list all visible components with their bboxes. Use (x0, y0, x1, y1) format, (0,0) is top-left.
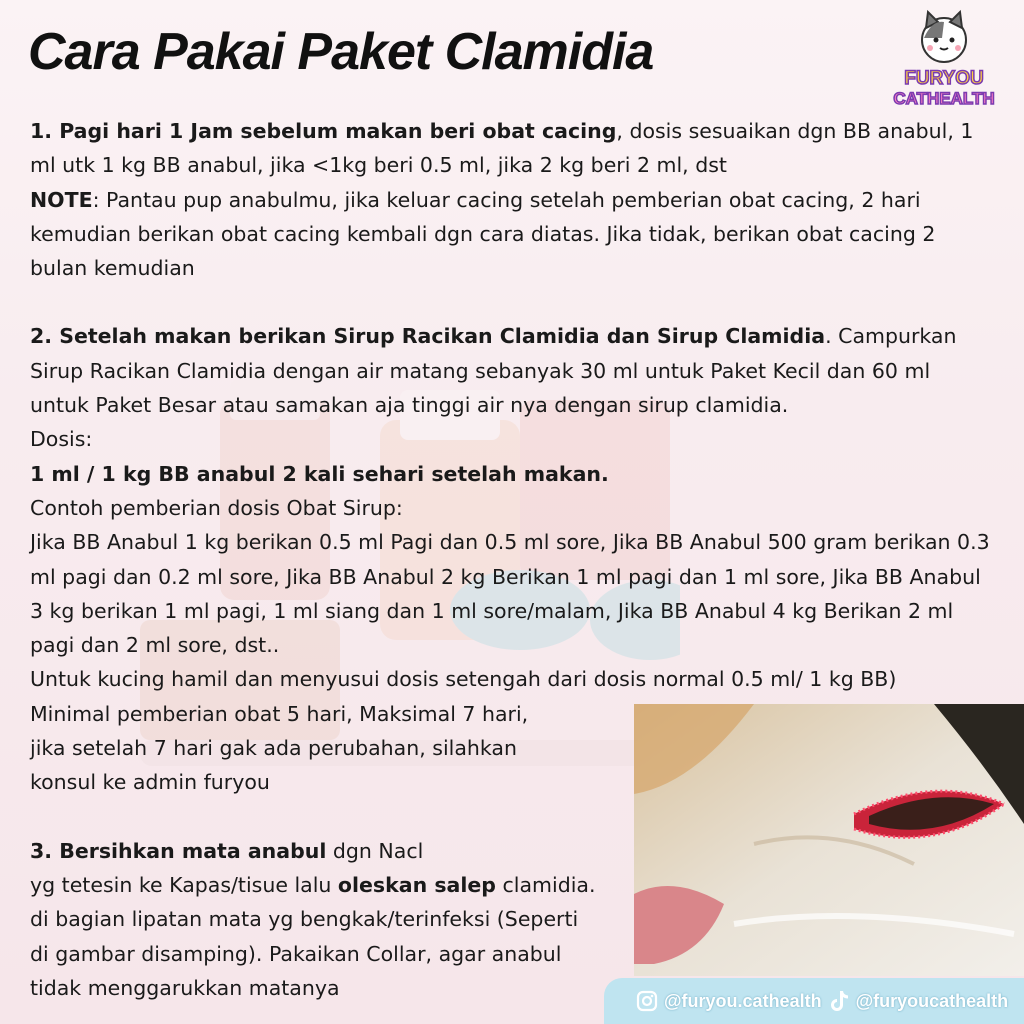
svg-text:FURYOU: FURYOU (904, 68, 984, 89)
infected-cat-eye-photo (634, 704, 1024, 976)
section-2-text: . Campurkan Sirup Racikan Clamidia dengan air matang sebanyak 30 ml untuk Paket Kecil dan 60 ml untuk Paket Besar atau samakan aja tinggi air nya dengan sirup clamidia. (30, 324, 957, 418)
page-title: Cara Pakai Paket Clamidia (28, 23, 654, 81)
section-3-text-1: dgn Nacl (326, 838, 424, 863)
cat-mascot-icon (922, 12, 966, 62)
hamil-text: Untuk kucing hamil dan menyusui dosis setengah dari dosis normal 0.5 ml/ 1 kg BB) (30, 667, 897, 692)
note-label: NOTE (30, 187, 93, 212)
contoh-text: Jika BB Anabul 1 kg berikan 0.5 ml Pagi dan 0.5 ml sore, Jika BB Anabul 500 gram berikan 0.3 ml pagi dan 0.2 ml sore, Jika BB Anabul 2 kg Berikan 1 ml pagi dan 1 ml sore, Jika BB Anabul 3 kg berikan 1 ml pagi, 1 ml siang dan 1 ml sore/malam, Jika BB Anabul 4 kg Berikan 2 ml pagi dan 2 ml sore, dst.. (30, 530, 990, 658)
note-text: : Pantau pup anabulmu, jika keluar cacing setelah pemberian obat cacing, 2 hari kemudian berikan obat cacing kembali dgn cara diatas. Jika tidak, berikan obat cacing 2 bulan kemudian (30, 187, 936, 281)
instagram-handle[interactable]: @furyou.cathealth (664, 990, 822, 1011)
tiktok-icon[interactable] (828, 989, 850, 1013)
contoh-label: Contoh pemberian dosis Obat Sirup: (30, 495, 403, 520)
instagram-icon[interactable] (636, 990, 658, 1012)
section-1-heading: 1. Pagi hari 1 Jam sebelum makan beri obat cacing (30, 119, 617, 143)
section-3-line-3: di bagian lipatan mata yg bengkak/terinfeksi (Seperti (30, 907, 579, 932)
minimal-line-2: jika setelah 7 hari gak ada perubahan, silahkan (30, 736, 517, 761)
dosis-label: Dosis: (30, 427, 93, 452)
section-3-line-4: di gambar disamping). Pakaikan Collar, agar anabul (30, 941, 562, 966)
tiktok-handle[interactable]: @furyoucathealth (855, 990, 1009, 1011)
minimal-line-3: konsul ke admin furyou (30, 770, 270, 795)
section-3-heading: 3. Bersihkan mata anabul (30, 838, 327, 863)
section-1-note (30, 183, 990, 286)
social-bar (604, 978, 1024, 1024)
section-3-line-5: tidak menggarukkan matanya (30, 975, 340, 1000)
section-3-text-3: clamidia. (495, 872, 596, 897)
section-3-bold-2: oleskan salep (337, 872, 496, 897)
svg-text:CATHEALTH: CATHEALTH (893, 89, 995, 108)
furyou-cathealth-logo (884, 8, 1004, 108)
section-2 (30, 319, 990, 422)
section-1-text: , dosis sesuaikan dgn BB anabul, 1 ml utk 1 kg BB anabul, jika <1kg beri 0.5 ml, jika 2 kg beri 2 ml, dst (30, 119, 974, 178)
minimal-line-1: Minimal pemberian obat 5 hari, Maksimal 7 hari, (30, 701, 529, 726)
section-1 (30, 114, 990, 183)
section-3-text-2: yg tetesin ke Kapas/tisue lalu (30, 872, 338, 897)
dosis-value: 1 ml / 1 kg BB anabul 2 kali sehari setelah makan. (30, 461, 609, 486)
section-2-heading: 2. Setelah makan berikan Sirup Racikan Clamidia dan Sirup Clamidia (30, 324, 826, 349)
section-3 (30, 834, 630, 868)
